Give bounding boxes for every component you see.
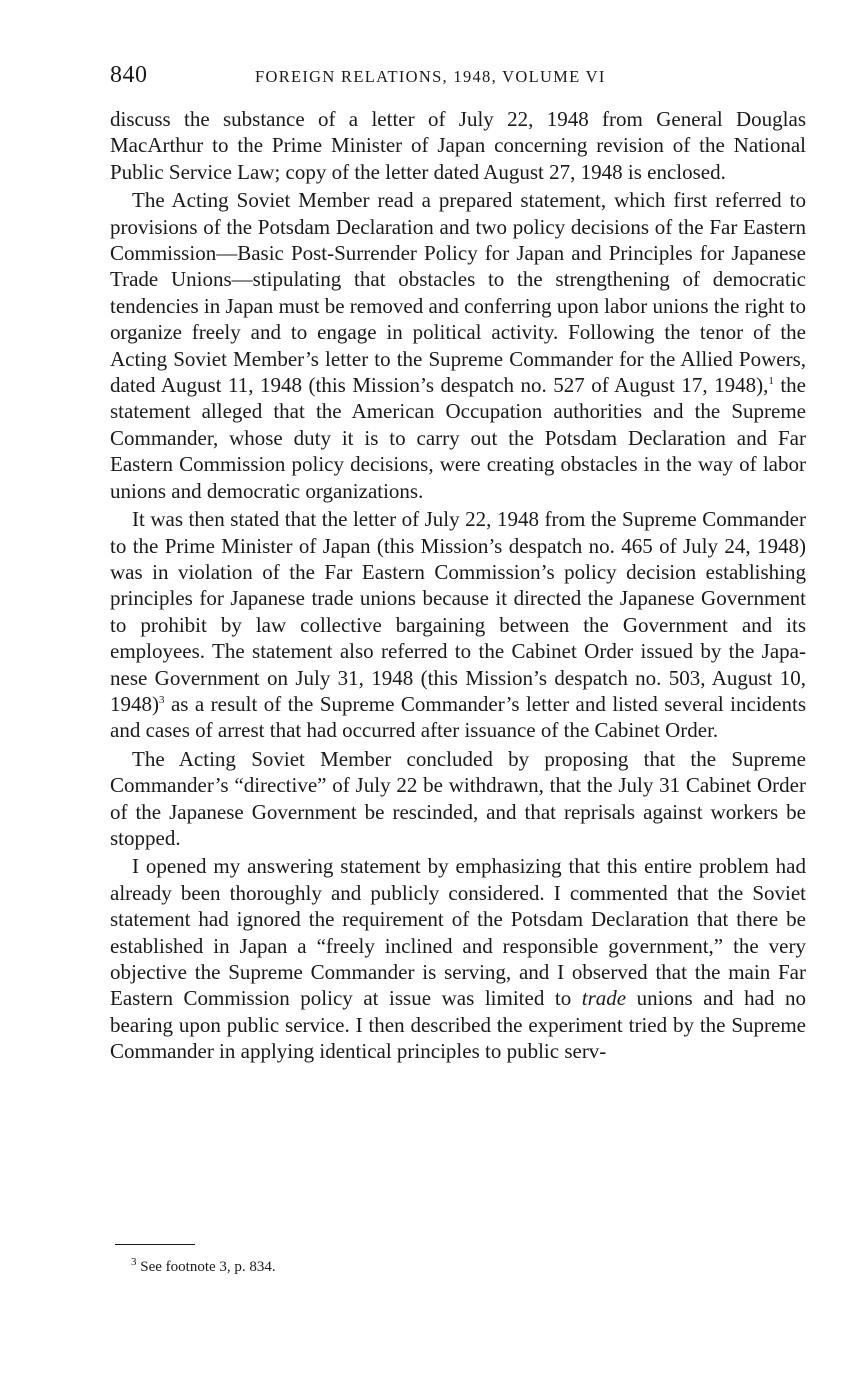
running-header bbox=[110, 62, 810, 92]
paragraph-3-text-after: as a result of the Supreme Commander’s letter and listed several incidents and cases of arrest that had occurred after issuance of the Cabinet Order. bbox=[110, 691, 806, 743]
paragraph-4 bbox=[110, 746, 806, 852]
paragraph-2-text-before: The Acting Soviet Member read a prepared statement, which first referred to provisions of the Potsdam Declaration and two policy decisions of the Far Eastern Commission—Basic Post-Surrender Policy for Japan and Principles for Japanese Trade Unions—stipulating that obstacles to the strengthening of democratic tendencies in Japan must be removed and conferring upon labor unions the right to organize freely and to engage in political activity. Following the tenor of the Acting Soviet Member’s letter to the Supreme Commander for the Allied Powers, dated August 11, 1948 (this Mission’s despatch no. 527 of August 17, 1948), bbox=[110, 188, 806, 398]
paragraph-5 bbox=[110, 853, 806, 1064]
italic-trade: trade bbox=[581, 986, 627, 1011]
running-title: FOREIGN RELATIONS, 1948, VOLUME VI bbox=[255, 67, 606, 86]
footnote bbox=[131, 1258, 276, 1276]
footnote-reference-3: 3 bbox=[159, 693, 165, 706]
footnote-reference-1: 1 bbox=[768, 375, 774, 388]
paragraph-1 bbox=[110, 106, 806, 185]
paragraph-1-text: discuss the substance of a letter of July 22, 1948 from General Douglas MacArthur to the Prime Minister of Japan concerning revision of the National Public Service Law; copy of the letter dated August 27, 1948 is enclosed. bbox=[110, 107, 806, 184]
page-number: 840 bbox=[110, 62, 148, 88]
footnote-marker: 3 bbox=[131, 1256, 137, 1268]
paragraph-5-text-after: unions and had no bearing upon public service. I then described the experiment tried by the Supreme Commander in applying identical principles to public serv- bbox=[110, 986, 806, 1064]
paragraph-4-text: The Acting Soviet Member concluded by proposing that the Supreme Commander’s “directive” of July 22 be withdrawn, that the July 31 Cabinet Order of the Japanese Government be rescinded, and that reprisals against workers be stopped. bbox=[110, 746, 806, 850]
paragraph-3-text-before: It was then stated that the letter of July 22, 1948 from the Supreme Commander to the Prime Minister of Japan (this Mission’s despatch no. 465 of July 24, 1948) was in violation of the Far Eastern Commission’s policy decision establishing principles for Japanese trade unions because it directed the Japanese Government to prohibit by law collective bargaining between the Government and its employees. The statement also referred to the Cabinet Order issued by the Japanese Government on July 31, 1948 (this Mission’s despatch no. 503, August 10, 1948) bbox=[110, 507, 806, 716]
footnote-text: See footnote 3, p. 834. bbox=[136, 1259, 276, 1275]
paragraph-2-text-after: the statement alleged that the American Occupation authorities and the Supreme Commander, whose duty it is to carry out the Potsdam Declaration and Far Eastern Commission policy decisions, were creating obstacles in the way of labor unions and democratic organizations. bbox=[110, 373, 806, 503]
paragraph-2 bbox=[110, 187, 806, 504]
body-text bbox=[110, 106, 806, 1067]
paragraph-5-text-before: I opened my answering statement by emphasizing that this entire problem had already been thoroughly and publicly considered. I commented that the Soviet statement had ignored the requirement of the Potsdam Declaration that there be established in Japan a “freely inclined and responsible government,” the very objective the Supreme Commander is serving, and I observed that the main Far Eastern Commission policy at issue was limited to bbox=[110, 854, 806, 1011]
paragraph-3 bbox=[110, 506, 806, 744]
footnote-divider bbox=[115, 1244, 195, 1245]
